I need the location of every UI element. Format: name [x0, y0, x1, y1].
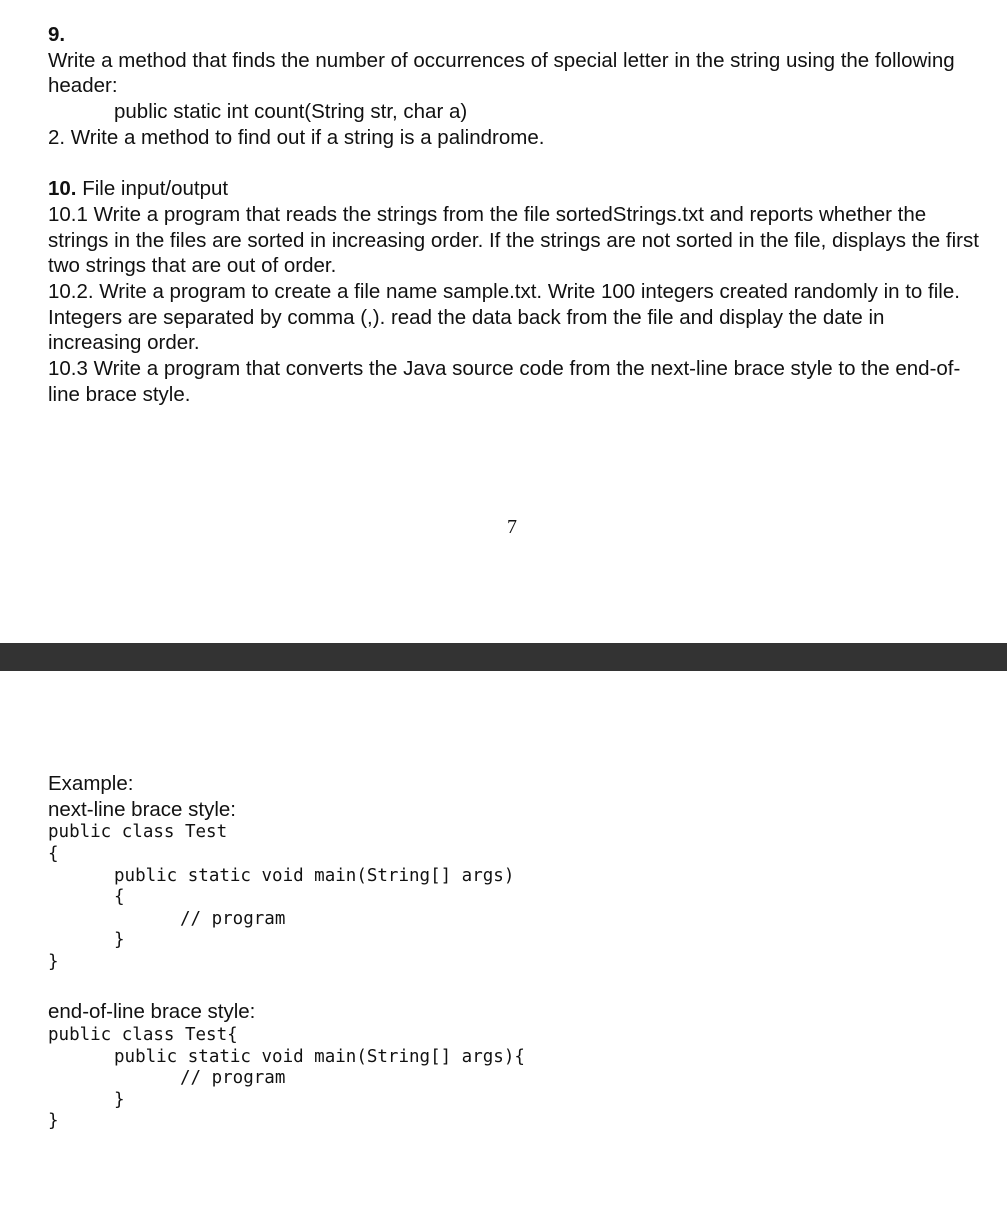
code-line: public class Test: [48, 822, 228, 843]
method-header: public static int count(String str, char a): [114, 100, 468, 124]
code-line: }: [48, 1111, 59, 1132]
question-10-2: 10.2. Write a program to create a file name sample.txt. Write 100 integers created randomly in to file. Integers are separated by comma (,). read the data back from the file and display the date in increasing order.: [48, 280, 960, 355]
document-page-8: [0, 671, 1007, 1210]
question-10-1: 10.1 Write a program that reads the strings from the file sortedStrings.txt and reports whether the strings in the files are sorted in increasing order. If the strings are not sorted in the file, displays the first two strings that are out of order.: [48, 202, 979, 278]
section-10-title: File input/output: [82, 177, 229, 201]
section-9-number: 9.: [48, 23, 66, 46]
code-line: {: [114, 887, 125, 908]
section-9-question-1: Write a method that finds the number of occurrences of special letter in the string using the following header:: [48, 48, 955, 98]
question-10-3: 10.3 Write a program that converts the Java source code from the next-line brace style to the end-of-line brace style.: [48, 357, 961, 406]
next-line-code-block: [48, 822, 983, 973]
blank-line: [48, 151, 983, 177]
example-label: Example:: [48, 772, 134, 795]
code-line: // program: [180, 1068, 286, 1089]
page-separator: [0, 643, 1007, 671]
section-9-question-2: 2. Write a method to find out if a string is a palindrome.: [48, 125, 545, 149]
code-line: // program: [180, 908, 286, 929]
next-line-style-label: next-line brace style:: [48, 797, 237, 821]
code-line: }: [48, 951, 59, 972]
end-of-line-code-block: [48, 1025, 983, 1133]
page-content: [48, 22, 983, 408]
code-line: public class Test{: [48, 1024, 238, 1045]
section-10-number: 10.: [48, 177, 77, 201]
code-line: }: [114, 930, 125, 951]
code-line: public static void main(String[] args){: [114, 1046, 525, 1067]
page-number: 7: [507, 516, 517, 538]
end-of-line-style-label: end-of-line brace style:: [48, 1000, 256, 1024]
blank-line: [48, 974, 983, 1000]
code-line: {: [48, 844, 59, 864]
page-content: [48, 771, 983, 1133]
code-line: public static void main(String[] args): [114, 865, 515, 886]
code-line: }: [114, 1089, 125, 1110]
section-10-heading: [48, 176, 983, 202]
